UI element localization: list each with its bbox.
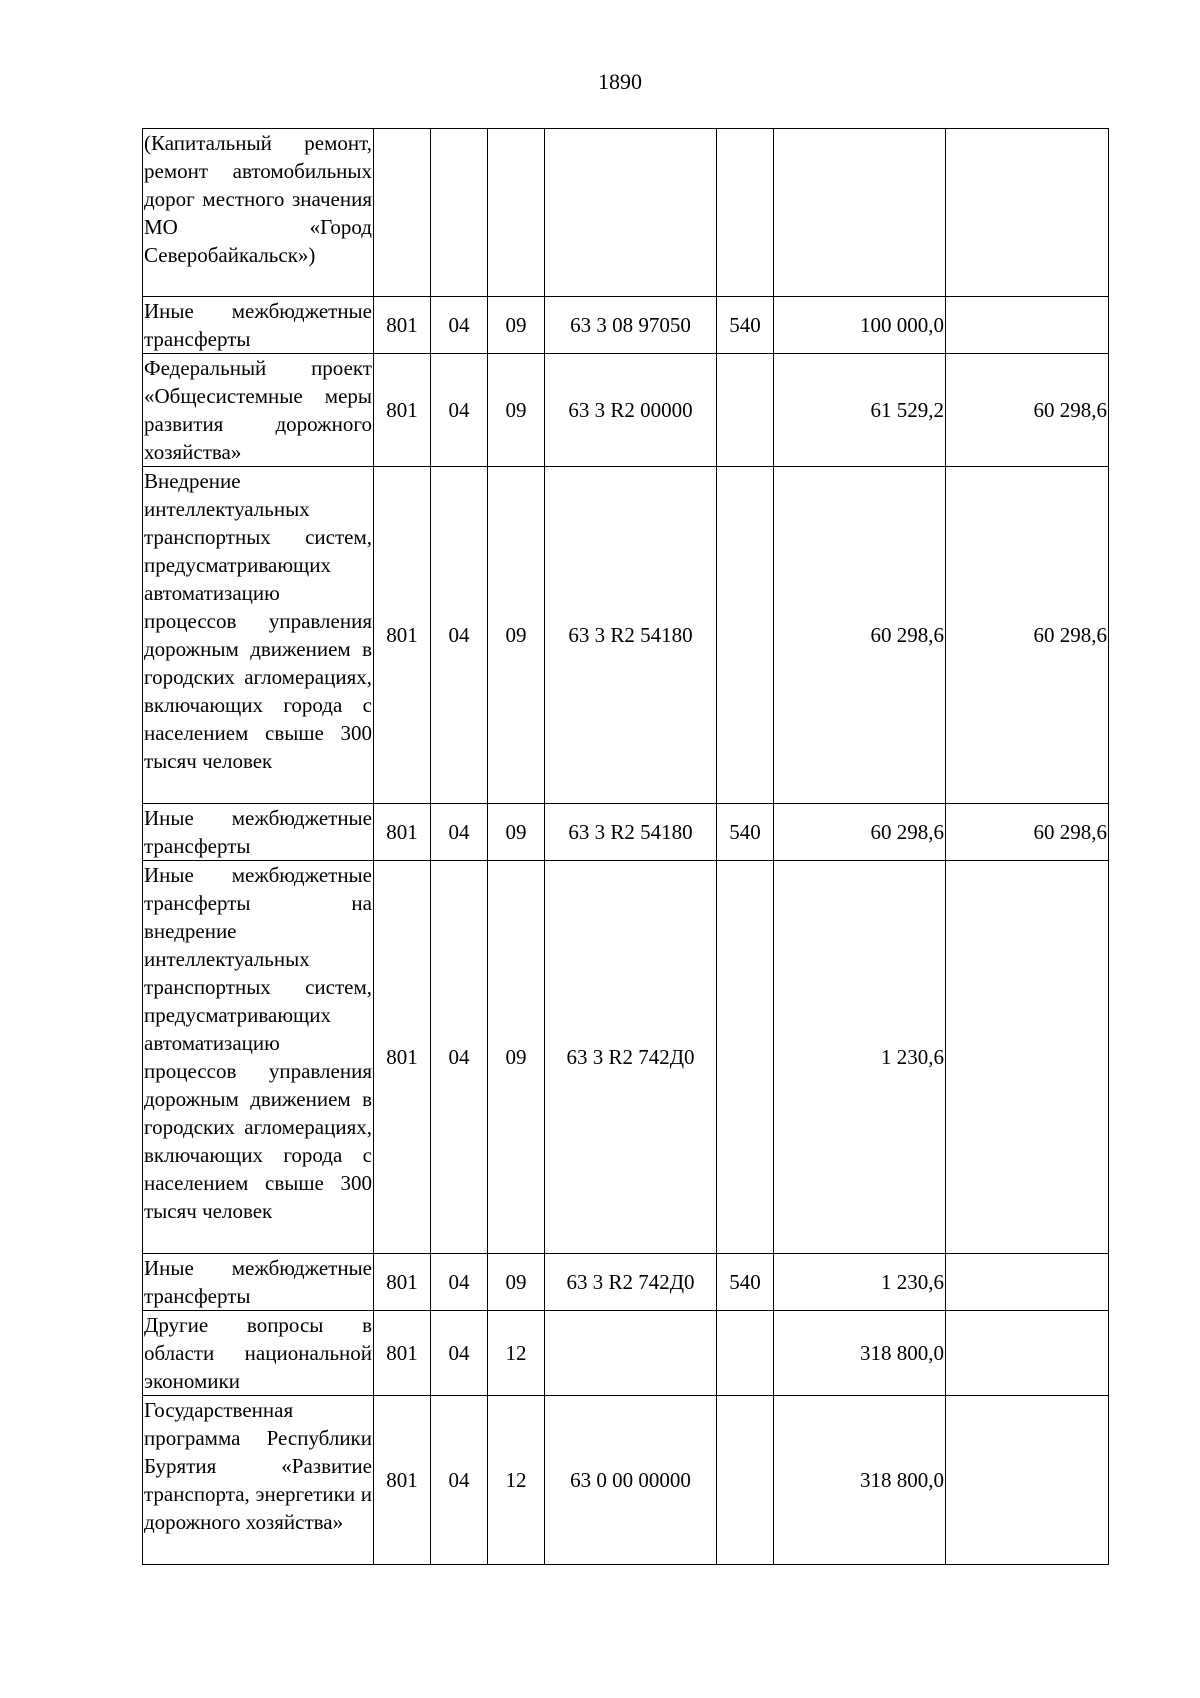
vr-code — [717, 129, 774, 297]
row-name: Иные межбюджетные трансферты на внедрение интеллектуальных транспортных систем, предусматривающих автоматизацию процессов управления дорожным движением в городских агломерациях, включающих города с населением свыше 300 тысяч человек — [143, 861, 374, 1254]
pr-code: 12 — [488, 1311, 545, 1396]
pr-code: 09 — [488, 467, 545, 804]
rz-code: 04 — [431, 861, 488, 1254]
page-number: 1890 — [598, 69, 642, 94]
sum-year-1: 318 800,0 — [774, 1396, 946, 1565]
vr-code — [717, 1311, 774, 1396]
gr-code: 801 — [374, 1311, 431, 1396]
pr-code: 12 — [488, 1396, 545, 1565]
sum-year-2 — [946, 1311, 1109, 1396]
sum-year-1: 61 529,2 — [774, 354, 946, 467]
table-row — [143, 1254, 1109, 1311]
sum-year-1: 1 230,6 — [774, 861, 946, 1254]
csr-code: 63 3 R2 00000 — [545, 354, 717, 467]
gr-code: 801 — [374, 804, 431, 861]
gr-code: 801 — [374, 861, 431, 1254]
vr-code: 540 — [717, 297, 774, 354]
sum-year-2: 60 298,6 — [946, 467, 1109, 804]
sum-year-2: 60 298,6 — [946, 804, 1109, 861]
table-row — [143, 129, 1109, 297]
gr-code: 801 — [374, 467, 431, 804]
gr-code: 801 — [374, 354, 431, 467]
row-name: (Капитальный ремонт, ремонт автомобильных дорог местного значения МО «Город Северобайкальск») — [143, 129, 374, 297]
sum-year-2 — [946, 1254, 1109, 1311]
rz-code: 04 — [431, 1396, 488, 1565]
rz-code: 04 — [431, 1254, 488, 1311]
sum-year-2 — [946, 129, 1109, 297]
csr-code: 63 3 R2 742Д0 — [545, 1254, 717, 1311]
table-row — [143, 804, 1109, 861]
rz-code: 04 — [431, 1311, 488, 1396]
row-name: Внедрение интеллектуальных транспортных систем, предусматривающих автоматизацию процессов управления дорожным движением в городских агломерациях, включающих города с населением свыше 300 тысяч человек — [143, 467, 374, 804]
sum-year-1: 60 298,6 — [774, 804, 946, 861]
rz-code: 04 — [431, 804, 488, 861]
vr-code: 540 — [717, 804, 774, 861]
csr-code: 63 3 R2 54180 — [545, 467, 717, 804]
pr-code: 09 — [488, 297, 545, 354]
table-row — [143, 467, 1109, 804]
row-name: Иные межбюджетные трансферты — [143, 1254, 374, 1311]
rz-code: 04 — [431, 467, 488, 804]
rz-code: 04 — [431, 354, 488, 467]
vr-code — [717, 1396, 774, 1565]
sum-year-1: 1 230,6 — [774, 1254, 946, 1311]
row-name: Другие вопросы в области национальной экономики — [143, 1311, 374, 1396]
rz-code — [431, 129, 488, 297]
gr-code: 801 — [374, 1254, 431, 1311]
sum-year-1 — [774, 129, 946, 297]
csr-code — [545, 1311, 717, 1396]
table-row — [143, 354, 1109, 467]
table-row — [143, 861, 1109, 1254]
budget-table — [142, 128, 1109, 1565]
row-name: Иные межбюджетные трансферты — [143, 297, 374, 354]
table-row — [143, 1396, 1109, 1565]
table-row — [143, 1311, 1109, 1396]
vr-code — [717, 861, 774, 1254]
sum-year-2: 60 298,6 — [946, 354, 1109, 467]
rz-code: 04 — [431, 297, 488, 354]
sum-year-2 — [946, 1396, 1109, 1565]
vr-code — [717, 354, 774, 467]
csr-code: 63 0 00 00000 — [545, 1396, 717, 1565]
vr-code: 540 — [717, 1254, 774, 1311]
pr-code: 09 — [488, 861, 545, 1254]
csr-code: 63 3 R2 742Д0 — [545, 861, 717, 1254]
sum-year-2 — [946, 861, 1109, 1254]
gr-code — [374, 129, 431, 297]
pr-code: 09 — [488, 804, 545, 861]
sum-year-1: 60 298,6 — [774, 467, 946, 804]
pr-code — [488, 129, 545, 297]
vr-code — [717, 467, 774, 804]
gr-code: 801 — [374, 1396, 431, 1565]
csr-code: 63 3 08 97050 — [545, 297, 717, 354]
csr-code — [545, 129, 717, 297]
pr-code: 09 — [488, 354, 545, 467]
sum-year-2 — [946, 297, 1109, 354]
pr-code: 09 — [488, 1254, 545, 1311]
table-row — [143, 297, 1109, 354]
sum-year-1: 318 800,0 — [774, 1311, 946, 1396]
row-name: Государственная программа Республики Бурятия «Развитие транспорта, энергетики и дорожного хозяйства» — [143, 1396, 374, 1565]
csr-code: 63 3 R2 54180 — [545, 804, 717, 861]
row-name: Иные межбюджетные трансферты — [143, 804, 374, 861]
gr-code: 801 — [374, 297, 431, 354]
row-name: Федеральный проект «Общесистемные меры развития дорожного хозяйства» — [143, 354, 374, 467]
sum-year-1: 100 000,0 — [774, 297, 946, 354]
